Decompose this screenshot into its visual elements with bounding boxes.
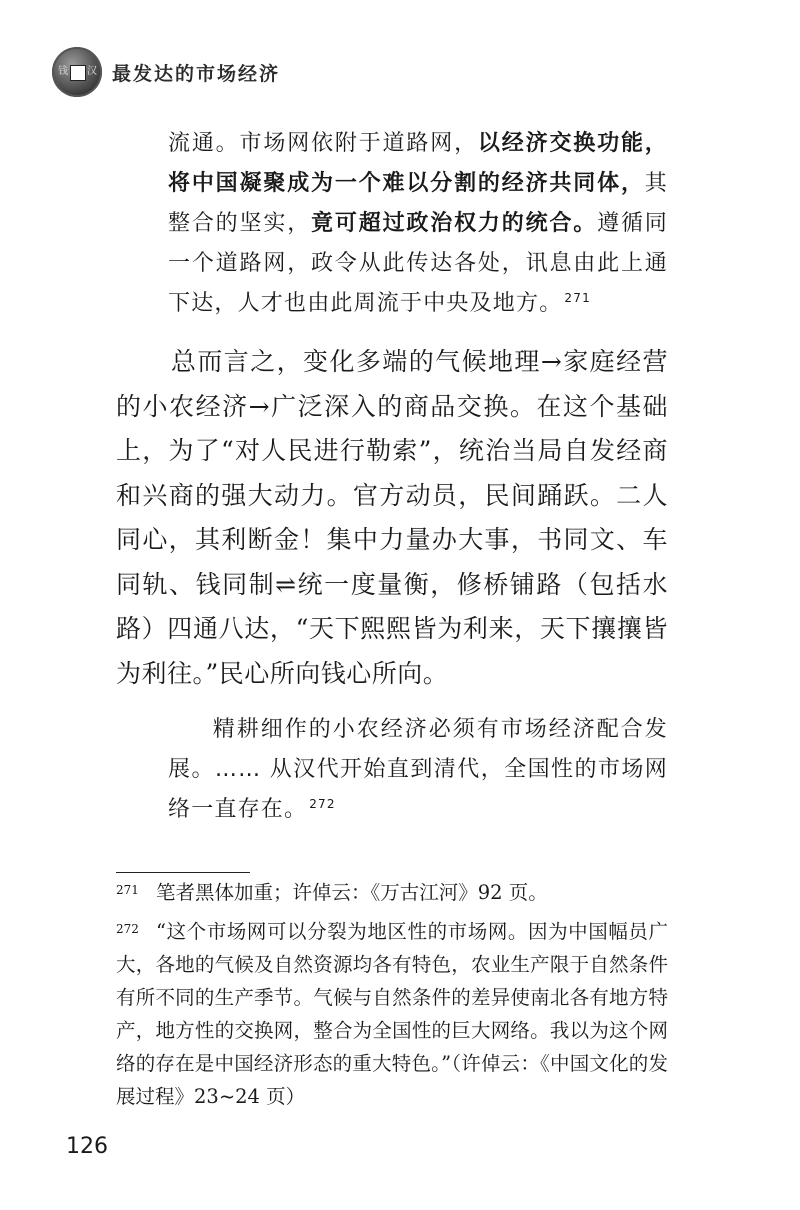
footnote-divider: [116, 872, 250, 873]
coin-right-char: 汉: [87, 66, 97, 77]
block-quote-1: [168, 124, 668, 324]
running-header: [52, 44, 280, 100]
chapter-title: 最发达的市场经济: [112, 62, 281, 85]
block-quote-2: [168, 710, 668, 830]
footnote-272: [116, 915, 668, 1113]
quote1-text-3: 遵循同一个道路网，政令从此传达各处，讯息由此上通下达，人才也由此周流于中央及地方。: [168, 211, 669, 316]
quote1-text-1: 流通。市场网依附于道路网，: [168, 131, 478, 156]
footnote-number: 272: [116, 922, 139, 936]
quote2-text: 精耕细作的小农经济必须有市场经济配合发展。…… 从汉代开始直到清代，全国性的市场网络一直存在。: [168, 717, 668, 822]
main-paragraph: [116, 340, 668, 696]
footnote-ref-271[interactable]: 271: [564, 291, 591, 305]
footnote-text: “这个市场网可以分裂为地区性的市场网。因为中国幅员广大，各地的气候及自然资源均各有特色，农业生产限于自然条件有所不同的生产季节。气候与自然条件的差异使南北各有地方特产，地方性的交换网，整合为全国性的巨大网络。我以为这个网络的存在是中国经济形态的重大特色。”（许倬云：《中国文化的发展过程》23~24 页）: [116, 920, 668, 1108]
footnotes: [116, 876, 668, 1119]
footnote-ref-272[interactable]: 272: [309, 797, 336, 811]
coin-left-char: 钱: [58, 66, 68, 77]
quote1-bold-1: 以经济交换功能，将中国凝聚成为一个难以分割的经济共同体，: [168, 131, 668, 196]
coin-square-hole: [70, 65, 86, 81]
coin-logo-icon: [52, 47, 102, 97]
footnote-271: [116, 876, 668, 909]
quote1-bold-2: 竟可超过政治权力的统合。: [311, 211, 598, 236]
footnote-number: 271: [116, 883, 139, 897]
footnote-text: 笔者黑体加重；许倬云：《万古江河》92 页。: [156, 881, 548, 904]
main-text: 总而言之，变化多端的气候地理→家庭经营的小农经济→广泛深入的商品交换。在这个基础上，为了“对人民进行勒索”，统治当局自发经商和兴商的强大动力。官方动员，民间踊跃。二人同心，其利断金！集中力量办大事，书同文、车同轨、钱同制⇌统一度量衡，修桥铺路（包括水路）四通八达，“天下熙熙皆为利来，天下攘攘皆为利往。”民心所向钱心所向。: [116, 347, 668, 688]
quote1-text-2: 其整合的坚实，: [168, 171, 668, 236]
page-number: 126: [66, 1134, 108, 1159]
